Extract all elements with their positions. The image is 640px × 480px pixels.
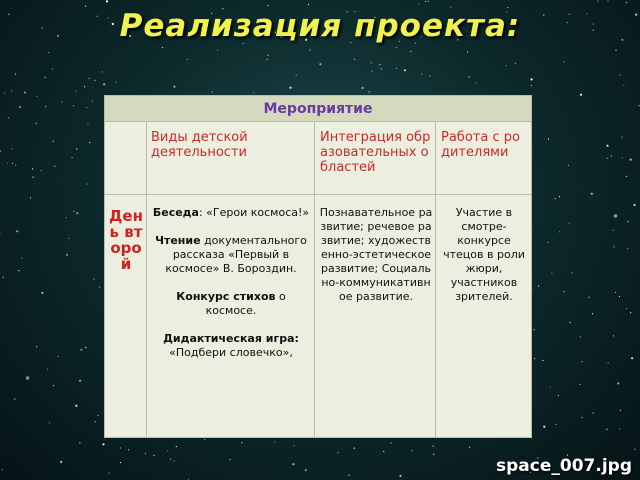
star bbox=[559, 196, 560, 197]
column-header-activities: Виды детской деятельности bbox=[151, 130, 248, 160]
star bbox=[18, 270, 19, 271]
star bbox=[289, 87, 291, 89]
star bbox=[16, 230, 18, 232]
activities-cell bbox=[151, 206, 311, 360]
star bbox=[559, 231, 560, 232]
star bbox=[570, 322, 571, 323]
star bbox=[626, 308, 627, 309]
star bbox=[608, 362, 609, 363]
star bbox=[556, 424, 557, 425]
star bbox=[548, 242, 549, 243]
star bbox=[305, 469, 307, 471]
star bbox=[591, 193, 593, 195]
star bbox=[85, 347, 86, 348]
star bbox=[534, 358, 535, 359]
star bbox=[274, 441, 275, 442]
image-watermark: space_007.jpg bbox=[496, 456, 632, 476]
star bbox=[92, 101, 93, 102]
star bbox=[120, 447, 121, 448]
star bbox=[579, 384, 580, 385]
grid-line bbox=[314, 122, 315, 438]
star bbox=[469, 447, 470, 448]
star bbox=[428, 1, 429, 2]
star bbox=[396, 47, 397, 48]
star bbox=[66, 254, 68, 256]
star bbox=[410, 51, 411, 52]
star bbox=[597, 1, 598, 2]
star bbox=[626, 176, 627, 177]
star bbox=[615, 292, 616, 293]
star bbox=[12, 148, 13, 149]
table-header-event: Мероприятие bbox=[105, 96, 531, 122]
star bbox=[308, 4, 309, 5]
star bbox=[606, 145, 608, 147]
star bbox=[627, 221, 628, 222]
star bbox=[89, 142, 90, 143]
star bbox=[76, 212, 78, 214]
star bbox=[58, 356, 59, 357]
star bbox=[622, 137, 623, 138]
star bbox=[79, 380, 81, 382]
star bbox=[425, 1, 426, 2]
star bbox=[120, 462, 121, 463]
star bbox=[531, 78, 533, 80]
star bbox=[550, 387, 551, 388]
star bbox=[12, 163, 13, 164]
star bbox=[80, 349, 82, 351]
star bbox=[49, 422, 50, 423]
star bbox=[7, 163, 8, 164]
star bbox=[421, 73, 422, 74]
star bbox=[60, 461, 62, 463]
star bbox=[73, 211, 74, 212]
activity-item: Беседа: «Герои космоса!» bbox=[152, 206, 310, 219]
star bbox=[371, 71, 372, 72]
star bbox=[26, 376, 30, 380]
star bbox=[153, 455, 154, 456]
star bbox=[548, 138, 549, 139]
star bbox=[41, 292, 43, 294]
star bbox=[296, 75, 297, 76]
star bbox=[15, 74, 16, 75]
star bbox=[396, 68, 397, 69]
star bbox=[622, 157, 623, 158]
star bbox=[613, 335, 614, 336]
star bbox=[531, 85, 532, 86]
star bbox=[187, 59, 188, 60]
star bbox=[19, 106, 21, 108]
star bbox=[619, 428, 620, 429]
star bbox=[634, 449, 635, 450]
star bbox=[93, 278, 94, 279]
star bbox=[379, 64, 380, 65]
star bbox=[606, 429, 607, 430]
star bbox=[607, 0, 608, 1]
star bbox=[24, 91, 26, 93]
star bbox=[253, 92, 254, 93]
star bbox=[534, 329, 535, 330]
star bbox=[40, 170, 41, 171]
star bbox=[4, 92, 5, 93]
star bbox=[32, 168, 33, 169]
activity-item: Конкурс стихов о космосе. bbox=[176, 290, 286, 317]
star bbox=[85, 6, 86, 7]
star bbox=[36, 96, 37, 97]
star bbox=[52, 68, 53, 69]
star bbox=[292, 463, 294, 465]
star bbox=[411, 450, 412, 451]
star bbox=[627, 248, 628, 249]
star bbox=[73, 105, 74, 106]
star bbox=[173, 461, 174, 462]
star bbox=[89, 78, 90, 79]
star bbox=[505, 65, 506, 66]
star bbox=[568, 165, 569, 166]
star bbox=[212, 91, 213, 92]
star bbox=[613, 230, 614, 231]
star bbox=[45, 77, 46, 78]
integration-cell: Познавательное развитие; речевое развитие; художественно-эстетическое развитие; Социально-коммуникативное развитие. bbox=[319, 206, 433, 303]
star bbox=[79, 442, 80, 443]
star bbox=[580, 336, 581, 337]
star bbox=[30, 197, 31, 198]
activity-item: Дидактическая игра: «Подбери словечко», bbox=[163, 332, 299, 359]
star bbox=[54, 166, 55, 167]
star bbox=[634, 204, 636, 206]
star bbox=[614, 214, 618, 218]
star bbox=[2, 469, 3, 470]
grid-line bbox=[146, 122, 147, 438]
star bbox=[217, 50, 218, 51]
star bbox=[102, 71, 103, 72]
star bbox=[615, 50, 616, 51]
star bbox=[631, 357, 633, 359]
star bbox=[369, 91, 370, 92]
star bbox=[611, 155, 612, 156]
activity-item: Чтение документального рассказа «Первый в космосе» В. Бороздин. bbox=[155, 234, 307, 275]
star bbox=[580, 94, 582, 96]
star bbox=[399, 475, 401, 477]
star bbox=[47, 369, 48, 370]
star bbox=[268, 55, 269, 56]
star bbox=[75, 91, 76, 92]
star bbox=[617, 382, 619, 384]
parents-cell: Участие в смотре-конкурсе чтецов в роли жюри, участников зрителей. bbox=[443, 206, 525, 303]
star bbox=[97, 415, 98, 416]
star bbox=[167, 450, 168, 451]
star bbox=[638, 105, 639, 106]
row-label-day-two: День второй bbox=[109, 207, 143, 273]
star bbox=[8, 117, 9, 118]
star bbox=[294, 445, 295, 446]
slide-title: Реализация проекта: bbox=[119, 8, 521, 44]
star bbox=[204, 439, 205, 440]
star bbox=[572, 272, 573, 273]
star bbox=[467, 52, 468, 53]
star bbox=[614, 246, 615, 247]
star bbox=[102, 443, 104, 445]
star bbox=[354, 448, 355, 449]
star bbox=[103, 83, 105, 85]
star bbox=[15, 165, 16, 166]
star bbox=[319, 63, 321, 65]
star bbox=[348, 475, 349, 476]
star bbox=[162, 47, 163, 48]
star bbox=[128, 449, 129, 450]
star bbox=[569, 223, 570, 224]
star bbox=[53, 141, 54, 142]
star bbox=[267, 59, 268, 60]
star bbox=[418, 3, 419, 4]
star bbox=[337, 452, 338, 453]
star bbox=[95, 421, 96, 422]
star bbox=[630, 312, 631, 313]
star bbox=[543, 426, 545, 428]
star bbox=[0, 233, 1, 234]
star bbox=[87, 183, 88, 184]
star bbox=[94, 80, 95, 81]
star bbox=[468, 76, 469, 77]
star bbox=[626, 2, 627, 3]
star bbox=[404, 69, 406, 71]
star bbox=[61, 101, 62, 102]
grid-line bbox=[147, 194, 531, 195]
star bbox=[354, 59, 355, 60]
star bbox=[390, 442, 391, 443]
star bbox=[170, 459, 171, 460]
grid-line bbox=[105, 194, 146, 195]
star bbox=[14, 398, 15, 399]
star bbox=[3, 277, 4, 278]
star bbox=[176, 446, 177, 447]
star bbox=[606, 158, 607, 159]
star bbox=[381, 68, 382, 69]
star bbox=[630, 159, 632, 161]
star bbox=[267, 5, 268, 6]
star bbox=[563, 61, 564, 62]
star bbox=[116, 81, 117, 82]
star bbox=[542, 360, 543, 361]
project-table bbox=[104, 95, 532, 438]
star bbox=[538, 286, 539, 287]
star bbox=[86, 107, 87, 108]
star bbox=[48, 52, 49, 53]
star bbox=[476, 82, 477, 83]
star bbox=[515, 63, 516, 64]
star bbox=[619, 296, 620, 297]
star bbox=[36, 346, 37, 347]
star bbox=[11, 90, 12, 91]
star bbox=[173, 86, 175, 88]
star bbox=[619, 75, 620, 76]
star bbox=[36, 123, 37, 124]
star bbox=[433, 446, 434, 447]
star bbox=[45, 106, 46, 107]
star bbox=[108, 473, 109, 474]
star bbox=[620, 410, 621, 411]
star bbox=[66, 217, 67, 218]
star bbox=[76, 149, 77, 150]
star bbox=[0, 151, 1, 152]
star bbox=[229, 459, 230, 460]
star bbox=[371, 62, 372, 63]
star bbox=[75, 405, 77, 407]
star bbox=[551, 273, 552, 274]
star bbox=[383, 451, 384, 452]
star bbox=[430, 75, 431, 76]
star bbox=[563, 291, 564, 292]
star bbox=[555, 198, 556, 199]
star bbox=[362, 87, 364, 89]
star bbox=[53, 385, 54, 386]
star bbox=[623, 85, 624, 86]
star bbox=[106, 0, 108, 2]
star bbox=[558, 395, 559, 396]
star bbox=[145, 453, 146, 454]
star bbox=[68, 238, 69, 239]
star bbox=[99, 287, 100, 288]
star bbox=[241, 442, 242, 443]
star bbox=[588, 297, 589, 298]
star bbox=[593, 412, 594, 413]
star bbox=[84, 86, 85, 87]
star bbox=[87, 123, 88, 124]
star bbox=[581, 361, 582, 362]
star bbox=[72, 157, 73, 158]
column-header-parents: Работа с родителями bbox=[441, 130, 520, 160]
star bbox=[33, 177, 34, 178]
grid-line bbox=[435, 122, 436, 438]
star bbox=[433, 454, 434, 455]
star bbox=[21, 258, 22, 259]
star bbox=[581, 417, 582, 418]
star bbox=[309, 49, 310, 50]
star bbox=[592, 313, 593, 314]
column-header-integration: Интеграция образовательных областей bbox=[320, 130, 431, 175]
